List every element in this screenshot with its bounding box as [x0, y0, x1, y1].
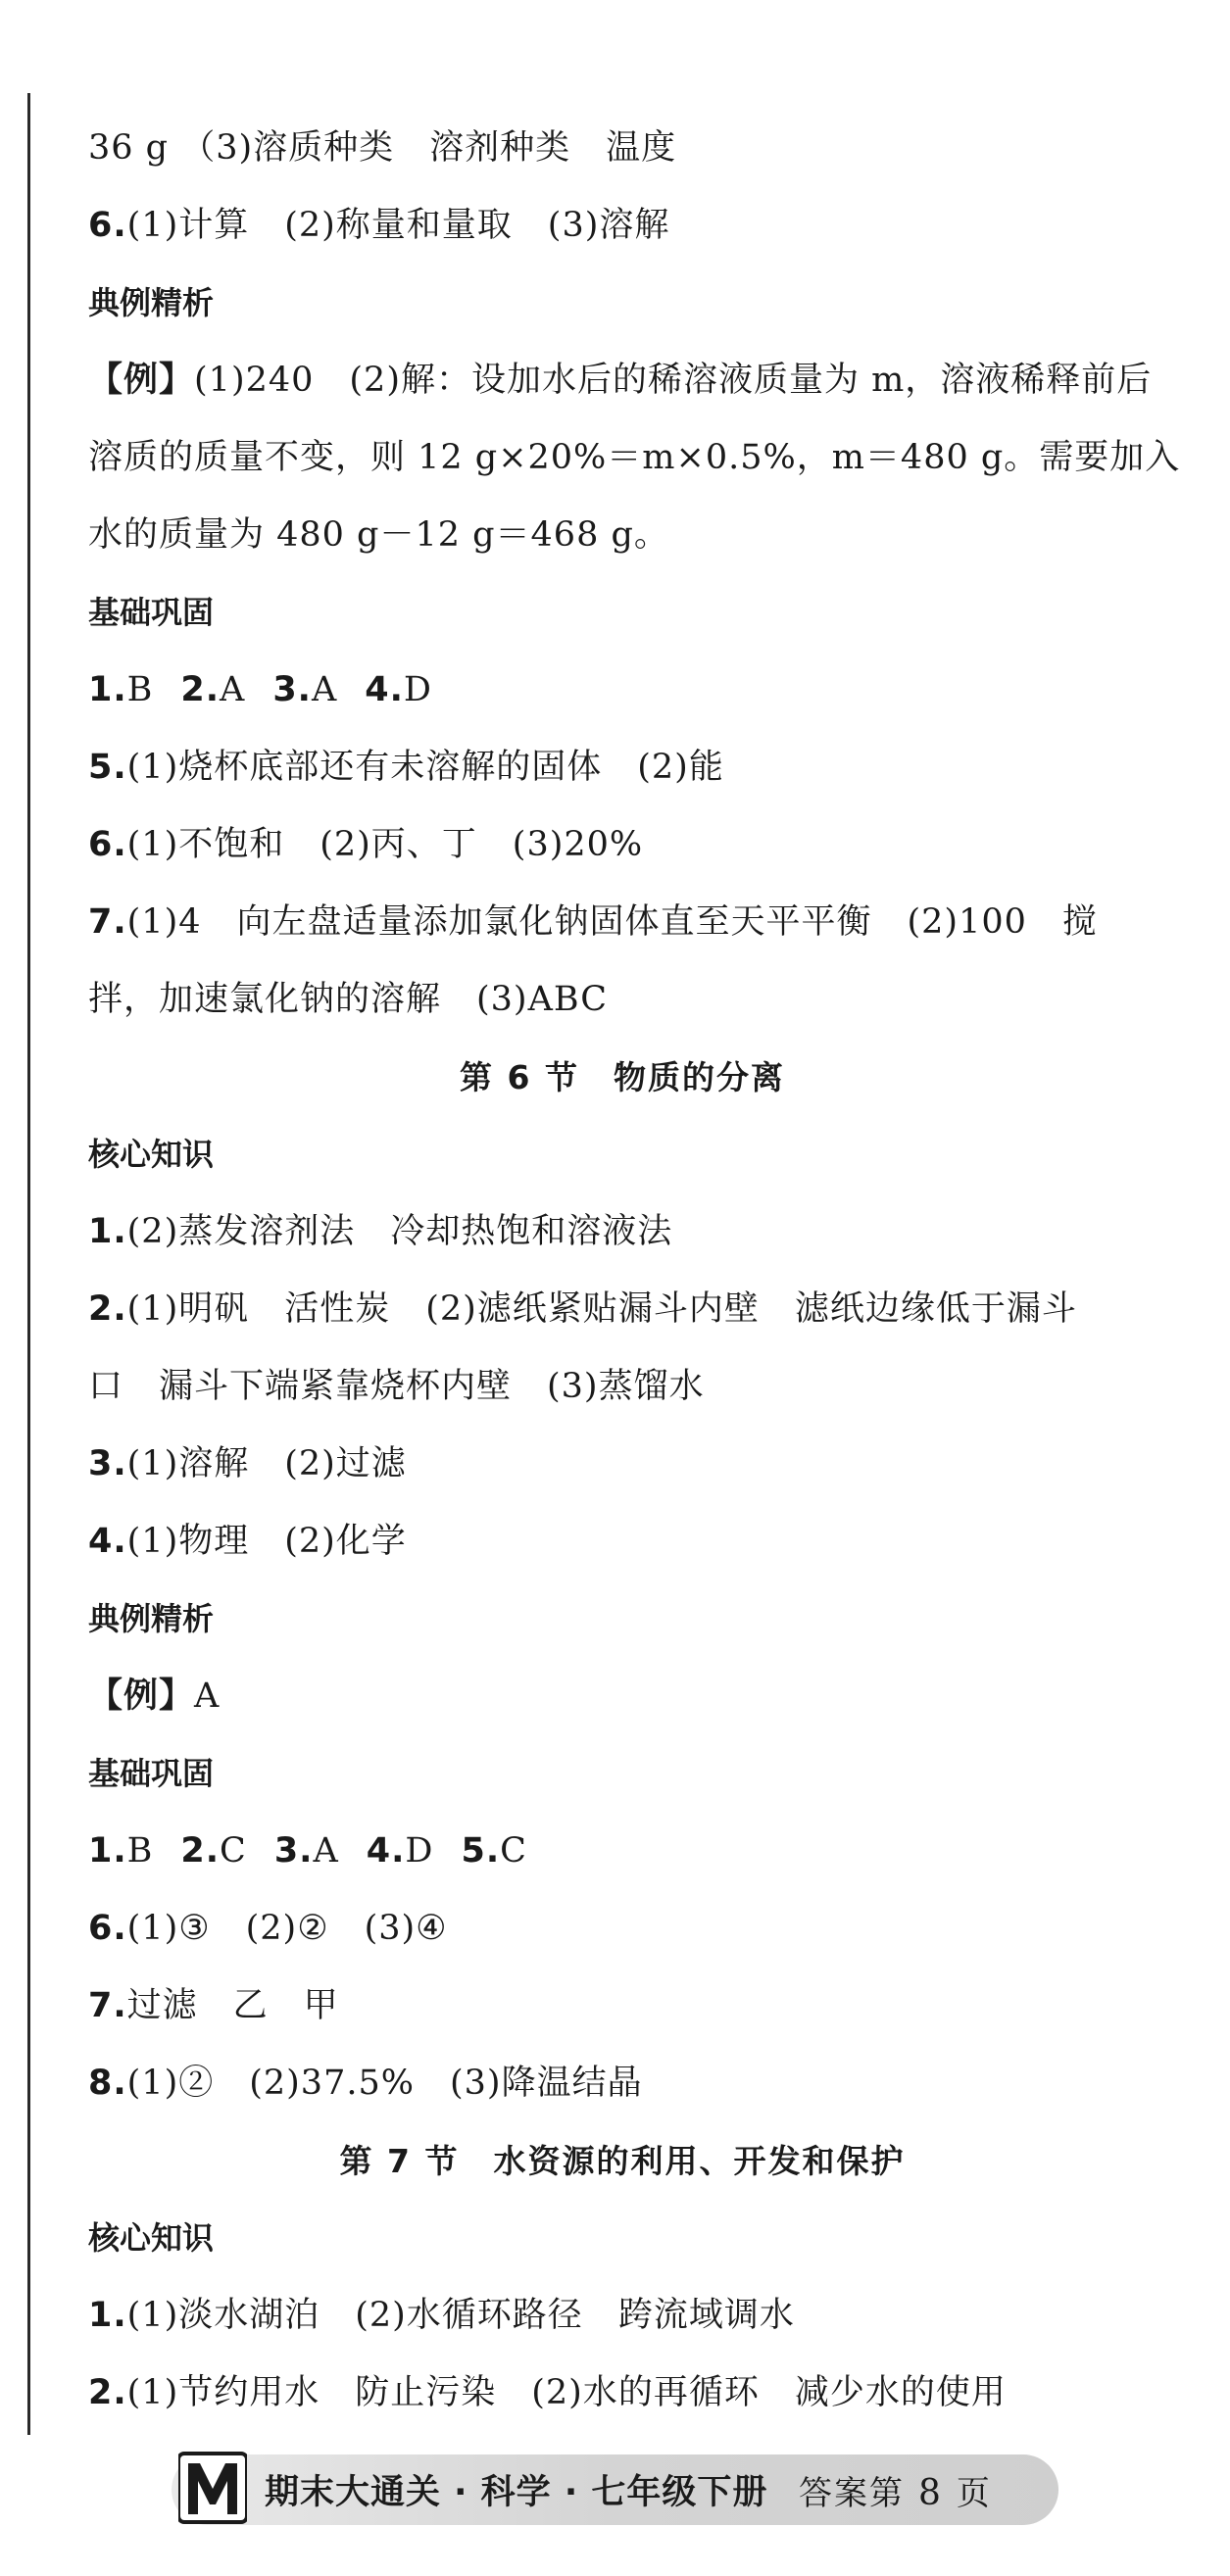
question-number: 2.: [88, 1289, 127, 1329]
answer-line: [88, 1503, 1156, 1580]
heading-text: 基础巩固: [88, 1755, 215, 1792]
answer-line-continued: [88, 419, 1181, 497]
question-number: 3.: [88, 1444, 127, 1483]
answer-text: (1)淡水湖泊 (2)水循环路径 跨流域调水: [126, 2296, 795, 2335]
section-title-text: 第 6 节 物质的分离: [460, 1058, 785, 1096]
choice-answer: A: [313, 1831, 339, 1871]
answer-line: [88, 2277, 1156, 2355]
heading-text: 核心知识: [88, 2219, 215, 2257]
question-number: 7.: [88, 902, 127, 942]
choice-answer: D: [403, 670, 432, 709]
answer-line: [88, 1426, 1156, 1503]
heading-text: 核心知识: [88, 1136, 215, 1173]
answer-line: [88, 2045, 1156, 2122]
choice-answer: C: [220, 1831, 247, 1871]
answer-line: [88, 2355, 1156, 2432]
answer-text: (1)② (2)37.5% (3)降温结晶: [126, 2064, 643, 2103]
footer-answer-suffix: 页: [956, 2473, 992, 2513]
answer-text: (1)节约用水 防止污染 (2)水的再循环 减少水的使用: [126, 2373, 1007, 2412]
choice-answer: A: [220, 670, 246, 709]
example-line: [88, 342, 1156, 419]
question-number: 6.: [88, 206, 127, 245]
question-number: 4.: [365, 670, 404, 709]
question-number: 5.: [88, 748, 127, 787]
answer-text: A: [194, 1677, 221, 1716]
question-number: 2.: [180, 1831, 221, 1871]
choice-answer: A: [311, 670, 338, 709]
answer-text: (1)烧杯底部还有未溶解的固体 (2)能: [126, 748, 724, 787]
question-number: 5.: [461, 1831, 501, 1871]
question-number: 4.: [366, 1831, 406, 1871]
subsection-heading: [88, 1580, 1156, 1658]
question-number: 6.: [88, 825, 127, 864]
answer-line: [88, 1271, 1156, 1348]
question-number: 3.: [273, 1831, 314, 1871]
subsection-heading: [88, 1116, 1156, 1193]
answer-text: (1)明矾 活性炭 (2)滤纸紧贴漏斗内壁 滤纸边缘低于漏斗: [126, 1289, 1077, 1329]
example-label: 【例】: [88, 361, 195, 400]
answer-line-continued: [88, 961, 1156, 1039]
example-line: [88, 1658, 1156, 1735]
answer-text: (1)4 向左盘适量添加氯化钠固体直至天平平衡 (2)100 搅: [126, 902, 1098, 942]
section-title-text: 第 7 节 水资源的利用、开发和保护: [339, 2142, 906, 2180]
footer-book-title: 期末大通关 · 科学 · 七年级下册: [265, 2473, 768, 2512]
answer-text: 拌，加速氯化钠的溶解 (3)ABC: [88, 980, 609, 1019]
question-number: 7.: [88, 1986, 127, 2025]
answer-text: (1)物理 (2)化学: [126, 1522, 407, 1561]
question-number: 8.: [88, 2064, 127, 2103]
example-label: 【例】: [88, 1677, 195, 1716]
answer-text: (1)溶解 (2)过滤: [126, 1444, 407, 1483]
answer-line: [88, 187, 1156, 265]
choice-answers-line: [88, 652, 1156, 729]
heading-text: 基础巩固: [88, 594, 215, 631]
footer-page-number: 8: [918, 2472, 943, 2513]
subsection-heading: [88, 1735, 1156, 1813]
heading-text: 典例精析: [88, 284, 215, 321]
answer-line: [88, 1968, 1156, 2045]
answer-text: (1)不饱和 (2)丙、丁 (3)20%: [126, 825, 644, 864]
choice-answer: B: [126, 670, 154, 709]
answer-content: [88, 110, 1181, 2432]
left-margin-rule: [27, 93, 30, 2435]
choice-answer: C: [500, 1831, 527, 1871]
answer-line: [88, 884, 1156, 961]
subsection-heading: [88, 2200, 1156, 2277]
choice-answers-line: [88, 1813, 1156, 1890]
question-number: 1.: [88, 1831, 127, 1871]
question-number: 1.: [88, 2296, 127, 2335]
footer-page-label: [799, 2466, 992, 2514]
book-logo-icon: [178, 2450, 247, 2526]
answer-line-continued: [88, 1348, 1156, 1426]
answer-line-continued: [88, 497, 1156, 574]
question-number: 3.: [272, 670, 312, 709]
footer-answer-prefix: 答案第: [799, 2473, 905, 2513]
choice-answer: B: [126, 1831, 154, 1871]
answer-line-continued: [88, 110, 1156, 187]
answer-line: [88, 1193, 1156, 1271]
answer-line: [88, 806, 1156, 884]
section-title: [88, 1039, 1156, 1116]
question-number: 2.: [88, 2373, 127, 2412]
answer-line: [88, 1890, 1156, 1968]
subsection-heading: [88, 574, 1156, 652]
subsection-heading: [88, 265, 1156, 342]
answer-text: (1)③ (2)② (3)④: [126, 1909, 448, 1948]
answer-text: (1)计算 (2)称量和量取 (3)溶解: [126, 206, 670, 245]
answer-text: 水的质量为 480 g－12 g＝468 g。: [88, 515, 669, 555]
answer-line: [88, 729, 1156, 806]
heading-text: 典例精析: [88, 1600, 215, 1637]
question-number: 6.: [88, 1909, 127, 1948]
question-number: 2.: [180, 670, 221, 709]
question-number: 1.: [88, 670, 127, 709]
choice-answer: D: [405, 1831, 434, 1871]
question-number: 4.: [88, 1522, 127, 1561]
answer-text: 口 漏斗下端紧靠烧杯内壁 (3)蒸馏水: [88, 1367, 705, 1406]
answer-text: 过滤 乙 甲: [126, 1986, 339, 2025]
answer-text: 36 g （3)溶质种类 溶剂种类 温度: [88, 128, 677, 168]
question-number: 1.: [88, 1212, 127, 1251]
section-title: [88, 2122, 1156, 2200]
footer-bar: [172, 2454, 1058, 2525]
answer-text: 溶质的质量不变，则 12 g×20%＝m×0.5%，m＝480 g。需要加入: [88, 438, 1181, 477]
answer-text: (1)240 (2)解：设加水后的稀溶液质量为 m，溶液稀释前后: [194, 361, 1153, 400]
answer-text: (2)蒸发溶剂法 冷却热饱和溶液法: [126, 1212, 673, 1251]
